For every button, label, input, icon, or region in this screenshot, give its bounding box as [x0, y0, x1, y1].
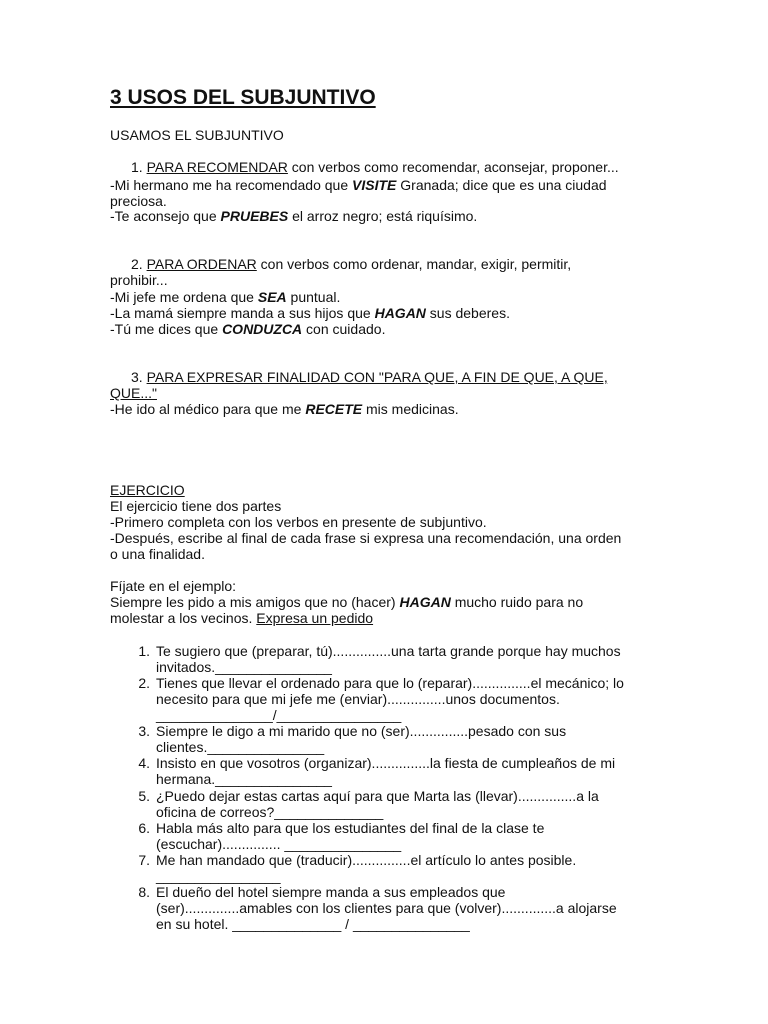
exercise-line-1: El ejercicio tiene dos partes: [110, 498, 282, 514]
example-sentence-cont: [110, 610, 373, 626]
use-1-title: PARA RECOMENDAR: [146, 159, 288, 175]
text-fragment: Tienes que llevar el ordenado para que lo (reparar)...............el mecánico; lo: [156, 675, 624, 691]
text-fragment: 5.: [138, 788, 150, 804]
exercise-line-2: [110, 514, 487, 530]
intro-text: USAMOS EL SUBJUNTIVO: [110, 127, 284, 143]
text-fragment: -He ido al médico para que me: [110, 401, 306, 417]
use-2-title: PARA ORDENAR: [146, 256, 257, 272]
text-fragment: Te sugiero que (preparar, tú)...............una tarta grande porque hay muchos: [156, 643, 621, 659]
text-fragment: ¿Puedo dejar estas cartas aquí para que Marta las (llevar)...............a la: [156, 788, 599, 804]
verb-highlight: SEA: [257, 289, 287, 305]
text-fragment: Granada; dice que es una ciudad: [396, 177, 607, 193]
use-1-example-2: [110, 208, 477, 224]
text-fragment: El dueño del hotel siempre manda a sus empleados que: [156, 884, 506, 900]
text-fragment: clientes._______________: [156, 739, 325, 755]
text-fragment: Siempre les pido a mis amigos que no (hacer): [110, 594, 400, 610]
text-fragment: Me han mandado que (traducir)...............el artículo lo antes posible.: [156, 852, 577, 868]
exercise-line-3: -Después, escribe al final de cada frase si expresa una recomendación, una orden: [110, 530, 622, 546]
text-fragment: oficina de correos?______________: [156, 804, 384, 820]
text-fragment: 4.: [138, 755, 150, 771]
use-1-example-1-cont: preciosa.: [110, 193, 167, 209]
text-fragment: (escuchar)............... _______________: [156, 836, 402, 852]
example-label: Fíjate en el ejemplo:: [110, 578, 237, 594]
use-1-heading: [131, 159, 619, 175]
text-fragment: sus deberes.: [425, 305, 510, 321]
text-fragment: -Te aconsejo que: [110, 208, 221, 224]
use-2-heading-cont: prohibir...: [110, 272, 168, 288]
text-fragment: 2.: [138, 675, 150, 691]
text-fragment: _______________/________________: [156, 707, 402, 723]
text-fragment: mis medicinas.: [362, 401, 459, 417]
text-fragment: 1.: [138, 643, 150, 659]
verb-highlight: VISITE: [352, 177, 397, 193]
exercise-line-4: o una finalidad.: [110, 546, 205, 562]
text-fragment: Siempre le digo a mi marido que no (ser)...............pesado con sus: [156, 723, 567, 739]
text-fragment: necesito para que mi jefe me (enviar)...............unos documentos.: [156, 691, 560, 707]
page-title: 3 USOS DEL SUBJUNTIVO: [110, 86, 376, 109]
use-1-example-1: [110, 177, 607, 193]
text-fragment: -Tú me dices que: [110, 321, 223, 337]
text-fragment: 6.: [138, 820, 150, 836]
text-fragment: (ser)..............amables con los clientes para que (volver)..............a alojarse: [156, 900, 617, 916]
text-fragment: puntual.: [286, 289, 341, 305]
example-sentence: [110, 594, 583, 610]
text-fragment: -Primero completa con los verbos en: [110, 514, 342, 530]
text-fragment: molestar a los vecinos.: [110, 610, 257, 626]
verb-highlight: HAGAN: [374, 305, 426, 321]
text-fragment: el arroz negro; está riquísimo.: [288, 208, 478, 224]
example-answer: Expresa un pedido: [256, 610, 374, 626]
text-fragment: invitados._______________: [156, 659, 332, 675]
text-fragment: 2.: [131, 256, 143, 272]
use-3-heading: [131, 369, 608, 385]
text-fragment: 8.: [138, 884, 150, 900]
text-fragment: con verbos como ordenar, mandar, exigir, permitir,: [256, 256, 572, 272]
use-2-example-1: [110, 289, 340, 305]
text-fragment: 3.: [138, 723, 150, 739]
text-fragment: 3.: [131, 369, 143, 385]
text-fragment: en su hotel. ______________ / _______________: [156, 916, 470, 932]
verb-highlight: PRUEBES: [220, 208, 289, 224]
use-2-heading: [131, 256, 571, 272]
text-fragment: ________________: [156, 868, 281, 884]
text-fragment: -La mamá siempre manda a sus hijos que: [110, 305, 375, 321]
use-3-title: PARA EXPRESAR FINALIDAD CON "PARA QUE, A FIN DE QUE, A QUE,: [146, 369, 608, 385]
use-2-example-2: [110, 305, 510, 321]
text-fragment: con verbos como recomendar, aconsejar, proponer...: [287, 159, 619, 175]
text-fragment: -Mi jefe me ordena que: [110, 289, 258, 305]
text-fragment: con cuidado.: [302, 321, 386, 337]
text-fragment: mucho ruido para no: [450, 594, 584, 610]
use-3-example-1: [110, 401, 459, 417]
verb-highlight: CONDUZCA: [222, 321, 303, 337]
verb-highlight: HAGAN: [399, 594, 451, 610]
text-fragment: -Mi hermano me ha recomendado que: [110, 177, 353, 193]
use-3-heading-cont: QUE...": [110, 385, 157, 401]
exercise-heading: EJERCICIO: [110, 482, 185, 498]
use-2-example-3: [110, 321, 385, 337]
text-fragment: 1.: [131, 159, 143, 175]
text-fragment: Habla más alto para que los estudiantes del final de la clase te: [156, 820, 545, 836]
verb-highlight: RECETE: [305, 401, 363, 417]
text-fragment: Insisto en que vosotros (organizar)...............la fiesta de cumpleaños de mi: [156, 755, 616, 771]
text-fragment: hermana._______________: [156, 771, 332, 787]
text-fragment: presente de subjuntivo.: [341, 514, 487, 530]
text-fragment: 7.: [138, 852, 150, 868]
